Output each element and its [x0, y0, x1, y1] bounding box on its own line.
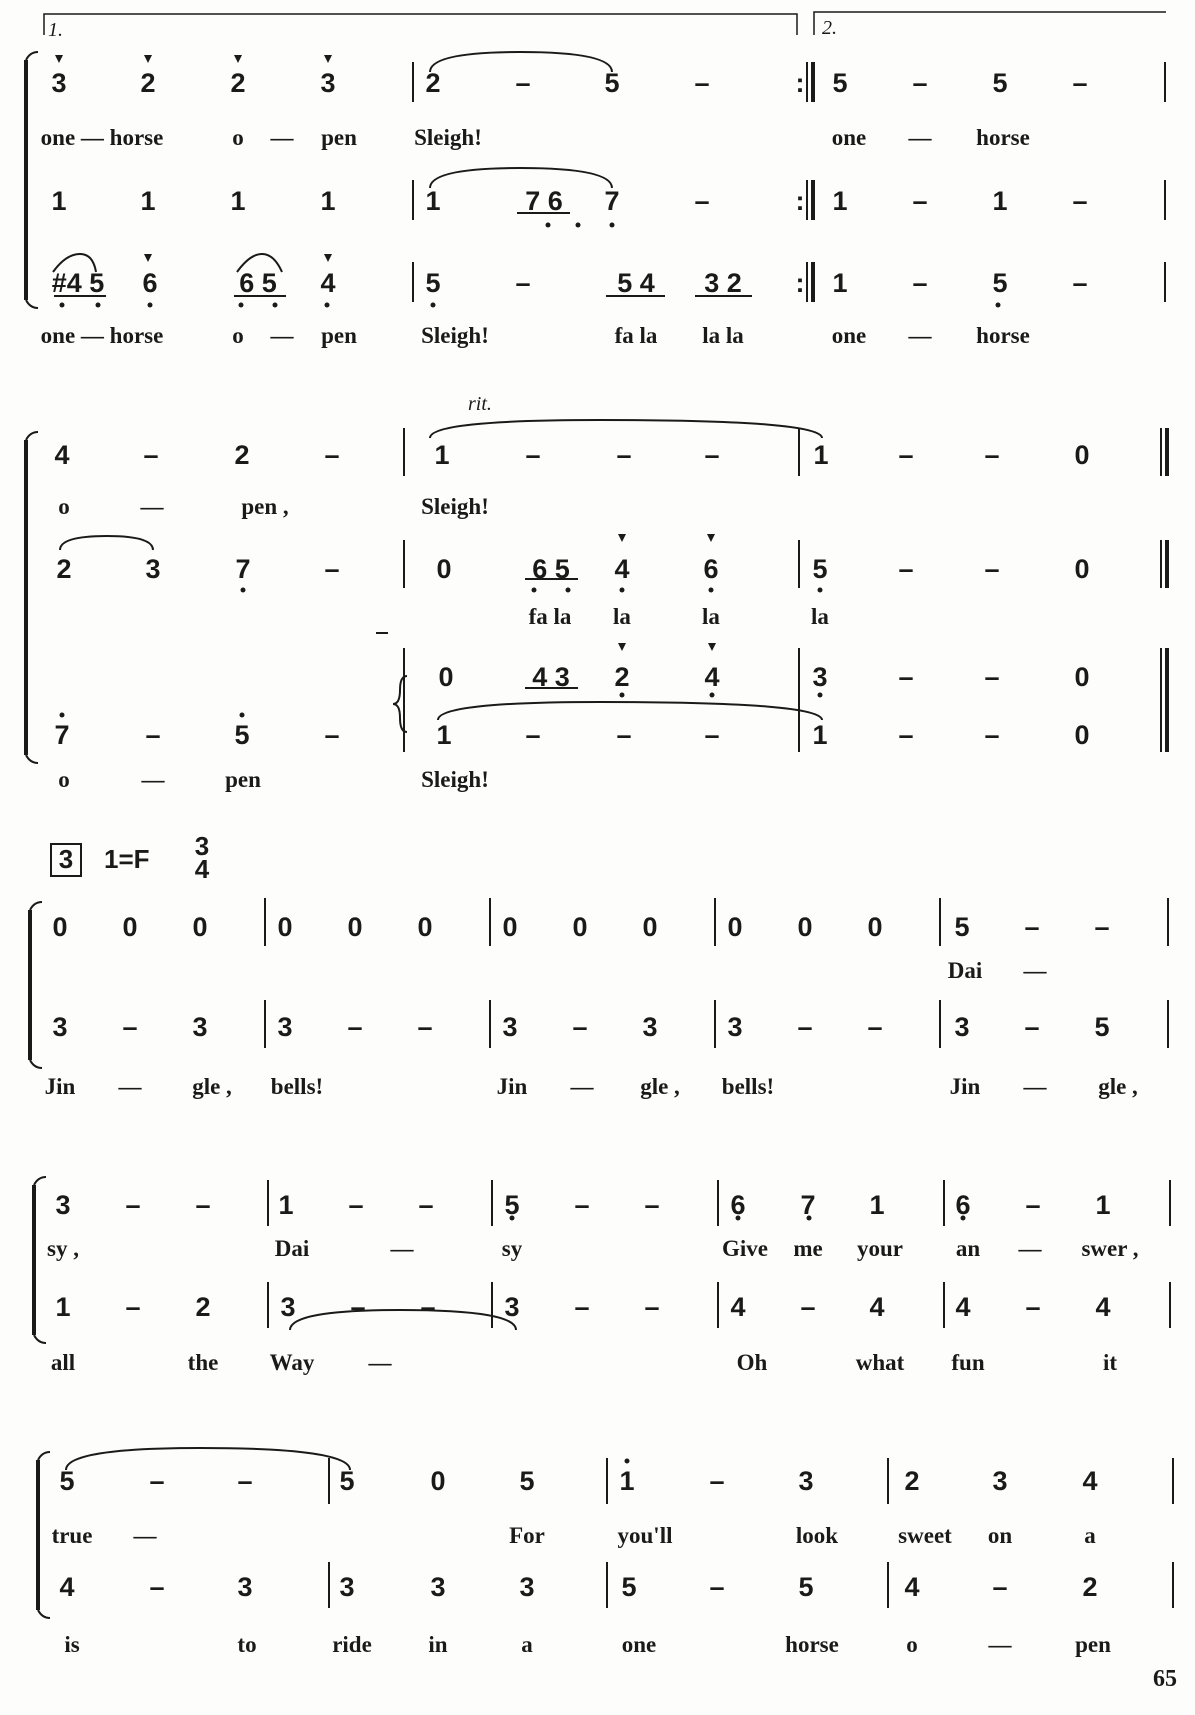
time-signature-top: 3 — [194, 831, 210, 861]
lyric: what — [855, 1350, 905, 1375]
note: 4 — [59, 1572, 75, 1602]
note: 1 — [140, 186, 156, 216]
note: – — [143, 440, 159, 470]
note: 5 — [59, 1466, 75, 1496]
lyric: o — [906, 1632, 918, 1657]
note: – — [867, 1012, 883, 1042]
lyric: one — horse — [40, 323, 164, 348]
lyric: — — [368, 1350, 392, 1375]
note: 1 — [619, 1466, 635, 1496]
note: 5 — [604, 68, 620, 98]
note: 5 — [832, 68, 848, 98]
note: 3 2 — [704, 268, 742, 298]
note: 7 — [235, 554, 251, 584]
note: – — [324, 554, 340, 584]
note: – — [125, 1292, 141, 1322]
note: – — [1025, 1190, 1041, 1220]
lyric: Jin — [44, 1074, 76, 1099]
note: 5 — [425, 268, 441, 298]
lyric: Sleigh! — [421, 494, 489, 519]
note: 3 — [798, 1466, 814, 1496]
note: 0 — [1074, 554, 1090, 584]
key-signature: 1=F — [104, 844, 150, 874]
note: : — [795, 68, 805, 98]
note: 3 — [502, 1012, 518, 1042]
note: 4 — [955, 1292, 971, 1322]
note: 2 — [195, 1292, 211, 1322]
lyric: is — [64, 1632, 80, 1657]
note: 2 — [425, 68, 441, 98]
note: – — [898, 554, 914, 584]
lyric: one — horse — [40, 125, 164, 150]
note: – — [1024, 1012, 1040, 1042]
note: – — [797, 1012, 813, 1042]
note: – — [347, 1012, 363, 1042]
note: 3 — [812, 662, 828, 692]
note: 2 — [904, 1466, 920, 1496]
note: 4 3 — [532, 662, 570, 692]
note: 3 — [320, 68, 336, 98]
lyric: o — [58, 494, 70, 519]
note: 0 — [867, 912, 883, 942]
note: – — [149, 1466, 165, 1496]
lyric: in — [428, 1632, 448, 1657]
lyric: — — [1023, 1074, 1047, 1099]
lyric: — — [270, 125, 294, 150]
note: – — [704, 440, 720, 470]
note: 3 — [52, 1012, 68, 1042]
lyric: — — [570, 1074, 594, 1099]
note: – — [237, 1466, 253, 1496]
lyric: pen — [321, 125, 357, 150]
note: – — [574, 1292, 590, 1322]
lyric: me — [793, 1236, 823, 1261]
note: 1 — [278, 1190, 294, 1220]
lyric: look — [795, 1523, 839, 1548]
lyric: your — [857, 1236, 903, 1261]
score-text — [41, 17, 1177, 1692]
note: 2 — [56, 554, 72, 584]
note: – — [418, 1190, 434, 1220]
lyric: o — [232, 125, 244, 150]
note: 0 — [192, 912, 208, 942]
note: 1 — [230, 186, 246, 216]
note: 1 — [992, 186, 1008, 216]
note: – — [525, 440, 541, 470]
lyric: ride — [332, 1632, 372, 1657]
note: – — [984, 662, 1000, 692]
lyric: all — [50, 1350, 76, 1375]
note: 0 — [727, 912, 743, 942]
lyric: gle , — [1098, 1074, 1138, 1099]
note: 3 — [277, 1012, 293, 1042]
note: – — [984, 720, 1000, 750]
note: 1 — [320, 186, 336, 216]
lyric: an — [955, 1236, 981, 1261]
lyric: — — [908, 125, 932, 150]
note: 3 — [192, 1012, 208, 1042]
lyric: la la — [702, 323, 744, 348]
lyric: Dai — [947, 958, 983, 983]
note: – — [898, 662, 914, 692]
note: 3 — [339, 1572, 355, 1602]
note: – — [912, 186, 928, 216]
note: – — [984, 554, 1000, 584]
lyric: pen — [321, 323, 357, 348]
note: 5 — [992, 68, 1008, 98]
note: – — [572, 1012, 588, 1042]
note: 0 — [417, 912, 433, 942]
note: 3 — [642, 1012, 658, 1042]
note: 0 — [122, 912, 138, 942]
lyric: Jin — [496, 1074, 528, 1099]
lyric: For — [509, 1523, 545, 1548]
note: – — [125, 1190, 141, 1220]
lyric: — — [118, 1074, 142, 1099]
note: – — [704, 720, 720, 750]
note: 4 — [869, 1292, 885, 1322]
note: : — [795, 186, 805, 216]
note: 4 — [320, 268, 336, 298]
lyric: la — [811, 604, 829, 629]
lyric: fa la — [528, 604, 572, 629]
lyric: — — [1023, 958, 1047, 983]
note: 0 — [1074, 440, 1090, 470]
note: – — [1025, 1292, 1041, 1322]
note: 3 — [55, 1190, 71, 1220]
lyric: o — [58, 767, 70, 792]
lyric: Oh — [736, 1350, 768, 1375]
lyric: — — [133, 1523, 157, 1548]
lyric: — — [908, 323, 932, 348]
page-number: 65 — [1153, 1666, 1177, 1692]
note: 1 — [869, 1190, 885, 1220]
note: 4 — [54, 440, 70, 470]
lyric: la — [702, 604, 720, 629]
note: 3 — [51, 68, 67, 98]
lyric: Sleigh! — [414, 125, 482, 150]
note: 0 — [430, 1466, 446, 1496]
note: 3 — [727, 1012, 743, 1042]
lyric: pen , — [241, 494, 289, 519]
note: 7 — [54, 720, 70, 750]
lyric: a — [521, 1632, 533, 1657]
note: 5 — [621, 1572, 637, 1602]
note: 1 — [832, 186, 848, 216]
ritardando-marking: rit. — [468, 393, 492, 415]
note: – — [324, 720, 340, 750]
note: – — [1024, 912, 1040, 942]
note: – — [574, 1190, 590, 1220]
note: 5 — [519, 1466, 535, 1496]
score-lines — [26, 12, 1173, 1618]
lyric: horse — [785, 1632, 839, 1657]
note: 0 — [572, 912, 588, 942]
note: 3 — [430, 1572, 446, 1602]
lyric: a — [1084, 1523, 1096, 1548]
note: 0 — [1074, 720, 1090, 750]
note: 2 — [140, 68, 156, 98]
lyric: true — [51, 1523, 93, 1548]
lyric: sweet — [898, 1523, 952, 1548]
lyric: one — [831, 125, 867, 150]
note: 6 — [142, 268, 158, 298]
note: 5 — [234, 720, 250, 750]
lyric: fa la — [614, 323, 658, 348]
lyric: — — [141, 767, 165, 792]
note: – — [644, 1292, 660, 1322]
note: 1 — [813, 440, 829, 470]
note: 1 — [832, 268, 848, 298]
note: – — [709, 1466, 725, 1496]
note: 4 — [730, 1292, 746, 1322]
note: 1 — [1095, 1190, 1111, 1220]
lyric: one — [621, 1632, 657, 1657]
lyric: — — [390, 1236, 414, 1261]
lyric: Dai — [274, 1236, 310, 1261]
lyric: pen — [1075, 1632, 1111, 1657]
note: – — [616, 440, 632, 470]
lyric: one — [831, 323, 867, 348]
note: 0 — [642, 912, 658, 942]
lyric: horse — [976, 125, 1030, 150]
lyric: — — [140, 494, 164, 519]
note: 3 — [280, 1292, 296, 1322]
lyric: Give — [722, 1236, 768, 1261]
note: 3 — [504, 1292, 520, 1322]
lyric: sy — [501, 1236, 523, 1261]
note: – — [694, 186, 710, 216]
note: 5 — [798, 1572, 814, 1602]
note: 0 — [502, 912, 518, 942]
note: 3 — [519, 1572, 535, 1602]
note: 7 6 — [525, 186, 563, 216]
lyric: on — [987, 1523, 1013, 1548]
note: 1 — [812, 720, 828, 750]
note: – — [145, 720, 161, 750]
note: 2 — [1082, 1572, 1098, 1602]
note: 0 — [52, 912, 68, 942]
lyric: — — [988, 1632, 1012, 1657]
note: 6 — [955, 1190, 971, 1220]
lyric: swer , — [1081, 1236, 1139, 1261]
lyric: — — [270, 323, 294, 348]
lyric: o — [232, 323, 244, 348]
note: 4 — [1095, 1292, 1111, 1322]
time-signature-bottom: 4 — [194, 854, 210, 884]
note: 3 — [992, 1466, 1008, 1496]
note: – — [898, 440, 914, 470]
note: 4 — [614, 554, 630, 584]
note: 1 — [425, 186, 441, 216]
volta-1-label: 1. — [48, 19, 63, 41]
note: 2 — [614, 662, 630, 692]
note: 4 — [1082, 1466, 1098, 1496]
note: 4 — [904, 1572, 920, 1602]
note: 6 — [703, 554, 719, 584]
note: – — [417, 1012, 433, 1042]
note: 3 — [237, 1572, 253, 1602]
lyric: pen — [225, 767, 261, 792]
note: – — [709, 1572, 725, 1602]
note: – — [694, 68, 710, 98]
lyric: it — [1102, 1350, 1118, 1375]
note: 3 — [145, 554, 161, 584]
lyric: gle , — [640, 1074, 680, 1099]
lyric: la — [613, 604, 631, 629]
lyric: bells! — [270, 1074, 324, 1099]
note: 0 — [1074, 662, 1090, 692]
note: – — [1072, 268, 1088, 298]
note: 5 — [992, 268, 1008, 298]
note: – — [984, 440, 1000, 470]
lyric: you'll — [617, 1523, 673, 1548]
note: – — [1094, 912, 1110, 942]
note: 5 — [812, 554, 828, 584]
note: 3 — [954, 1012, 970, 1042]
note: 5 — [504, 1190, 520, 1220]
note: 5 4 — [617, 268, 655, 298]
note: 0 — [436, 554, 452, 584]
note: 7 — [800, 1190, 816, 1220]
note: 5 — [339, 1466, 355, 1496]
note: 0 — [438, 662, 454, 692]
note: 2 — [234, 440, 250, 470]
note: 6 — [730, 1190, 746, 1220]
note: 1 — [434, 440, 450, 470]
lyric: Sleigh! — [421, 323, 489, 348]
lyric: to — [237, 1632, 257, 1657]
note: – — [348, 1190, 364, 1220]
lyric: Jin — [949, 1074, 981, 1099]
note: – — [324, 440, 340, 470]
note: 1 — [436, 720, 452, 750]
note: – — [912, 268, 928, 298]
note: – — [800, 1292, 816, 1322]
lyric: the — [187, 1350, 219, 1375]
note: – — [420, 1292, 436, 1322]
note: 6 5 — [239, 268, 277, 298]
lyric: horse — [976, 323, 1030, 348]
note: – — [149, 1572, 165, 1602]
lyric: bells! — [721, 1074, 775, 1099]
note: 0 — [797, 912, 813, 942]
note: – — [525, 720, 541, 750]
note: 5 — [954, 912, 970, 942]
lyric: Way — [269, 1350, 315, 1375]
note: – — [515, 268, 531, 298]
note: 1 — [51, 186, 67, 216]
lyric: — — [1018, 1236, 1042, 1261]
note: : — [795, 268, 805, 298]
note: – — [912, 68, 928, 98]
note: 6 5 — [532, 554, 570, 584]
note: – — [644, 1190, 660, 1220]
note: 2 — [230, 68, 246, 98]
note: – — [195, 1190, 211, 1220]
lyric: gle , — [192, 1074, 232, 1099]
note: – — [616, 720, 632, 750]
note: – — [898, 720, 914, 750]
note: 0 — [347, 912, 363, 942]
note: – — [992, 1572, 1008, 1602]
note: 7 — [604, 186, 620, 216]
note: 0 — [277, 912, 293, 942]
note: #4 5 — [51, 268, 105, 298]
lyric: sy , — [47, 1236, 79, 1261]
note: 5 — [1094, 1012, 1110, 1042]
lyric: fun — [951, 1350, 985, 1375]
lyric: Sleigh! — [421, 767, 489, 792]
note: – — [350, 1292, 366, 1322]
note: – — [515, 68, 531, 98]
note: 4 — [704, 662, 720, 692]
note: – — [1072, 186, 1088, 216]
volta-2-label: 2. — [822, 17, 837, 39]
note: – — [1072, 68, 1088, 98]
note: – — [122, 1012, 138, 1042]
note: 1 — [55, 1292, 71, 1322]
rehearsal-number: 3 — [58, 844, 74, 874]
